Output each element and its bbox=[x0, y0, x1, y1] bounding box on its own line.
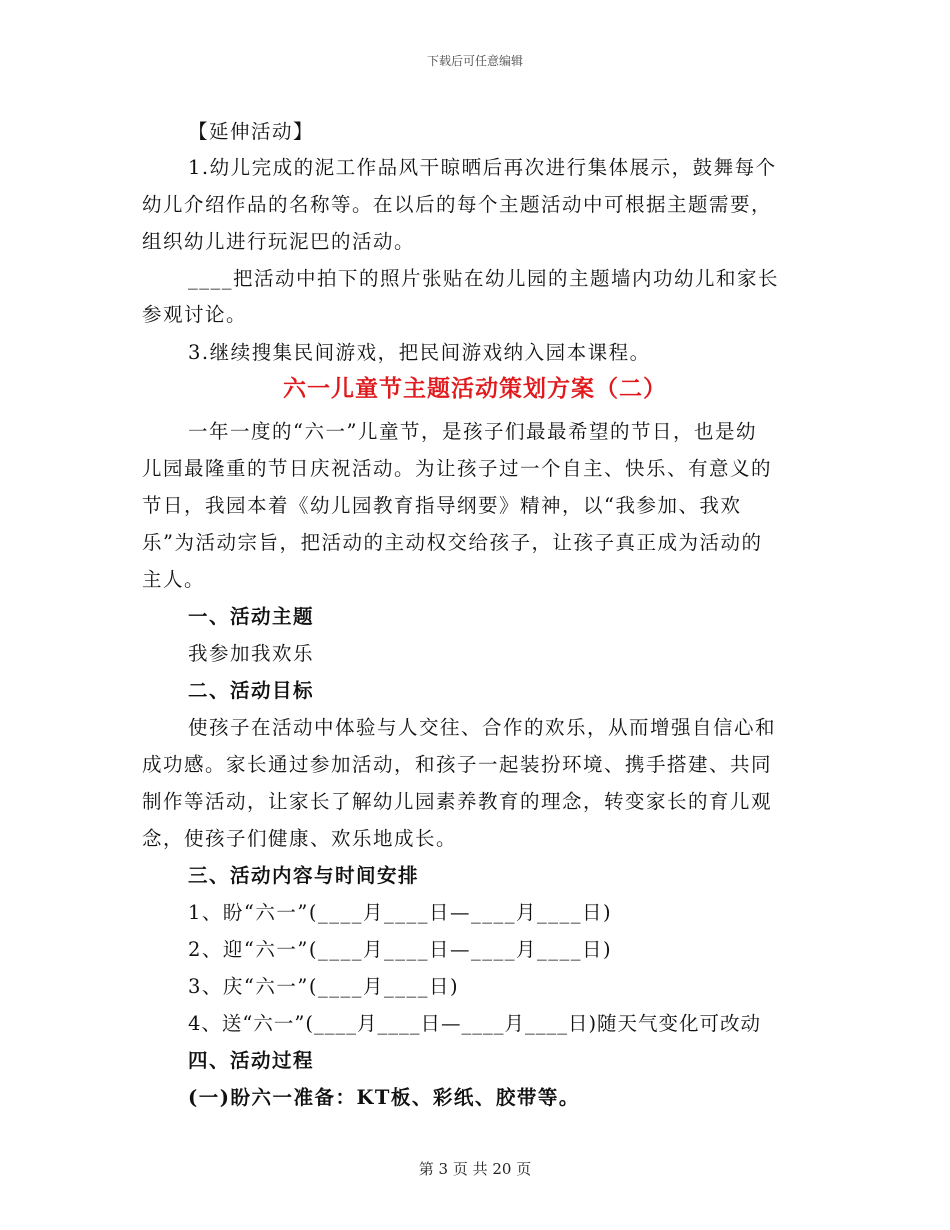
paragraph-line: 我参加我欢乐 bbox=[188, 642, 315, 665]
paragraph-line: 乐”为活动宗旨，把活动的主动权交给孩子，让孩子真正成为活动的 bbox=[142, 531, 763, 554]
paragraph-line: 制作等活动，让家长了解幼儿园素养教育的理念，转变家长的育儿观 bbox=[142, 790, 773, 813]
paragraph-line: 节日，我园本着《幼儿园教育指导纲要》精神，以“我参加、我欢 bbox=[142, 494, 742, 517]
schedule-item: 2、迎“六一”(____月____日—____月____日) bbox=[188, 938, 613, 961]
paragraph-line: ____把活动中拍下的照片张贴在幼儿园的主题墙内功幼儿和家长 bbox=[188, 267, 780, 290]
section-heading: 四、活动过程 bbox=[188, 1049, 315, 1072]
schedule-item: 3、庆“六一”(____月____日) bbox=[188, 975, 460, 998]
paragraph-line: 主人。 bbox=[142, 568, 206, 591]
paragraph-line: 使孩子在活动中体验与人交往、合作的欢乐，从而增强自信心和 bbox=[188, 716, 777, 739]
paragraph-line: 成功感。家长通过参加活动，和孩子一起装扮环境、携手搭建、共同 bbox=[142, 753, 773, 776]
section-heading: 二、活动目标 bbox=[188, 679, 315, 702]
page-header: 下载后可任意编辑 bbox=[426, 54, 523, 68]
subsection-heading: (一)盼六一准备：KT板、彩纸、胶带等。 bbox=[188, 1086, 580, 1109]
page-footer: 第 3 页 共 20 页 bbox=[418, 1160, 532, 1178]
paragraph-line: 一年一度的“六一”儿童节，是孩子们最最希望的节日，也是幼 bbox=[188, 420, 757, 443]
paragraph-line: 3.继续搜集民间游戏，把民间游戏纳入园本课程。 bbox=[188, 341, 651, 364]
paragraph-line: 儿园最隆重的节日庆祝活动。为让孩子过一个自主、快乐、有意义的 bbox=[142, 457, 773, 480]
section-heading: 【延伸活动】 bbox=[188, 120, 315, 143]
section-heading: 三、活动内容与时间安排 bbox=[188, 864, 420, 887]
paragraph-line: 参观讨论。 bbox=[142, 303, 248, 326]
schedule-item: 4、送“六一”(____月____日—____月____日)随天气变化可改动 bbox=[188, 1012, 762, 1035]
document-title: 六一儿童节主题活动策划方案（二） bbox=[283, 375, 667, 402]
paragraph-line: 组织幼儿进行玩泥巴的活动。 bbox=[142, 230, 416, 253]
paragraph-line: 1.幼儿完成的泥工作品风干晾晒后再次进行集体展示，鼓舞每个 bbox=[188, 156, 777, 179]
schedule-item: 1、盼“六一”(____月____日—____月____日) bbox=[188, 901, 613, 924]
paragraph-line: 念，使孩子们健康、欢乐地成长。 bbox=[142, 827, 458, 850]
paragraph-line: 幼儿介绍作品的名称等。在以后的每个主题活动中可根据主题需要， bbox=[142, 193, 773, 216]
section-heading: 一、活动主题 bbox=[188, 605, 315, 628]
